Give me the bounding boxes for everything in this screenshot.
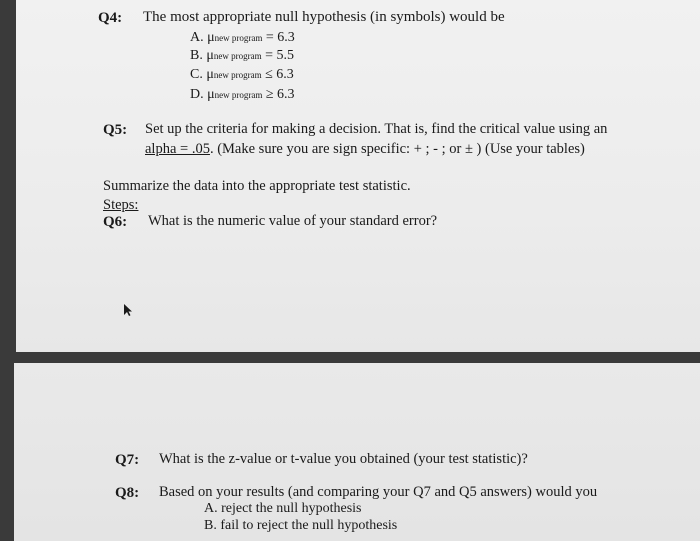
mu-symbol: μ bbox=[206, 48, 214, 63]
option-letter: B. bbox=[190, 48, 203, 63]
q4-option-a bbox=[190, 30, 295, 46]
q5-question-line2 bbox=[145, 141, 585, 158]
subscript: new program bbox=[213, 51, 262, 61]
summary-text: Summarize the data into the appropriate test statistic. bbox=[103, 178, 411, 194]
steps-label: Steps: bbox=[103, 197, 139, 213]
q4-number: Q4: bbox=[98, 10, 123, 26]
q4-option-b bbox=[190, 48, 294, 64]
relation: ≤ 6.3 bbox=[265, 67, 294, 82]
relation: = 6.3 bbox=[265, 30, 295, 45]
q4-option-d bbox=[190, 87, 295, 103]
relation: ≥ 6.3 bbox=[265, 87, 295, 102]
subscript: new program bbox=[214, 90, 263, 100]
q5-number: Q5: bbox=[103, 122, 128, 138]
q5-instruction: . (Make sure you are sign specific: + ; - ; or ± ) (Use your tables) bbox=[209, 141, 585, 157]
mu-symbol: μ bbox=[207, 87, 215, 102]
q8-number: Q8: bbox=[115, 485, 140, 501]
q8-option-b bbox=[204, 518, 397, 534]
q4-question: The most appropriate null hypothesis (in symbols) would be bbox=[143, 9, 505, 25]
option-letter: B. bbox=[204, 518, 217, 533]
q6-question: What is the numeric value of your standard error? bbox=[148, 213, 438, 229]
alpha-value: alpha = .05 bbox=[145, 141, 210, 157]
q5-question-line1: Set up the criteria for making a decision. That is, find the critical value using an bbox=[145, 121, 608, 137]
option-text: fail to reject the null hypothesis bbox=[220, 518, 398, 533]
subscript: new program bbox=[213, 70, 262, 80]
option-letter: A. bbox=[204, 501, 218, 516]
mu-symbol: μ bbox=[207, 30, 215, 45]
cursor-arrow-icon bbox=[123, 303, 133, 317]
relation: = 5.5 bbox=[265, 48, 294, 63]
q6-number: Q6: bbox=[103, 214, 128, 230]
option-text: reject the null hypothesis bbox=[221, 501, 362, 516]
q8-option-a bbox=[204, 501, 361, 517]
q8-question: Based on your results (and comparing your Q7 and Q5 answers) would you bbox=[159, 484, 598, 500]
mu-symbol: μ bbox=[206, 67, 214, 82]
q7-question: What is the z-value or t-value you obtained (your test statistic)? bbox=[159, 451, 528, 467]
subscript: new program bbox=[214, 33, 263, 43]
worksheet-page-top bbox=[16, 0, 700, 352]
q7-number: Q7: bbox=[115, 452, 140, 468]
option-letter: C. bbox=[190, 67, 203, 82]
q4-option-c bbox=[190, 67, 294, 83]
option-letter: A. bbox=[190, 30, 204, 45]
option-letter: D. bbox=[190, 87, 204, 102]
